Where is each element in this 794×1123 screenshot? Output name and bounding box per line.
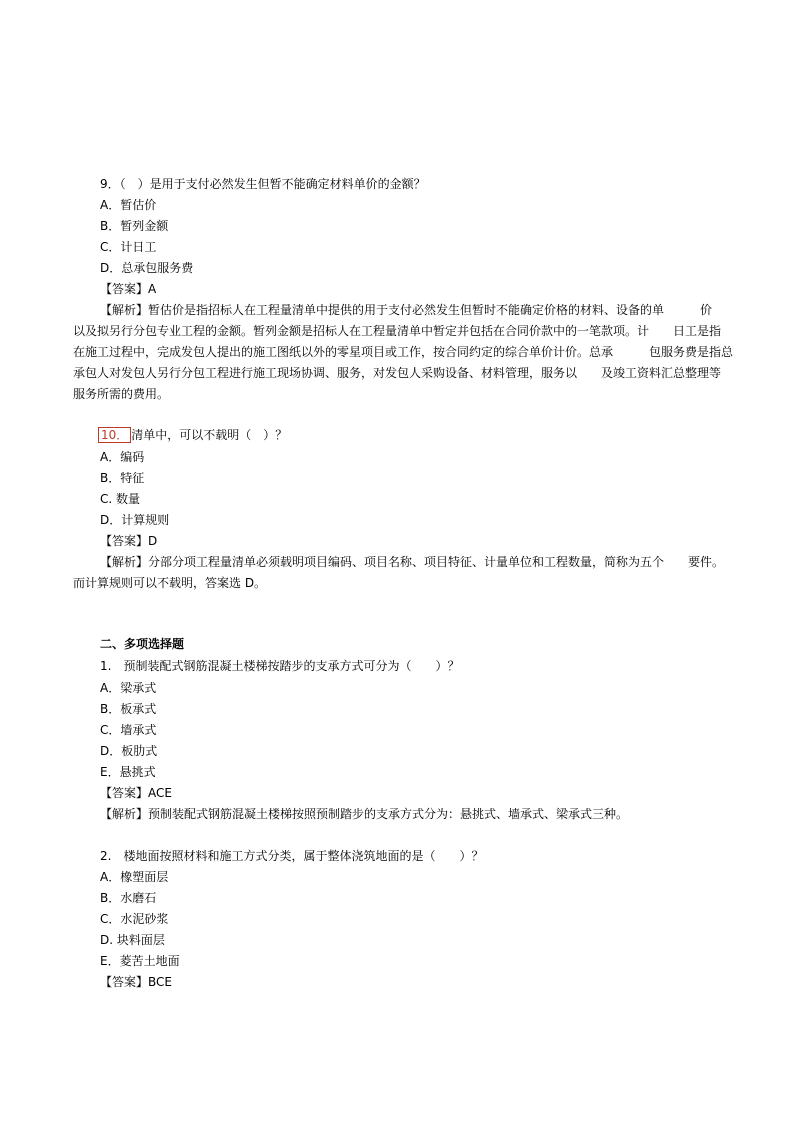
q10-number-box: 10． bbox=[98, 427, 131, 443]
m2-option-e: E．菱苦土地面 bbox=[100, 954, 180, 968]
m2-option-c: C．水泥砂浆 bbox=[100, 912, 169, 926]
m1-analysis: 【解析】预制装配式钢筋混凝土楼梯按照预制踏步的支承方式分为：悬挑式、墙承式、梁承式三种。 bbox=[100, 807, 629, 821]
m2-answer: 【答案】BCE bbox=[100, 975, 172, 989]
q10-option-d: D．计算规则 bbox=[100, 513, 170, 527]
m2-option-d: D. 块料面层 bbox=[100, 933, 165, 947]
m1-option-e: E．悬挑式 bbox=[100, 765, 156, 779]
m2-option-b: B．水磨石 bbox=[100, 891, 157, 905]
q9-option-b: B．暂列金额 bbox=[100, 219, 169, 233]
m1-option-d: D．板肋式 bbox=[100, 744, 158, 758]
m1-option-a: A．梁承式 bbox=[100, 681, 157, 695]
m1-answer: 【答案】ACE bbox=[100, 786, 172, 800]
q10-option-a: A．编码 bbox=[100, 450, 145, 464]
q9-analysis-line-1: 【解析】暂估价是指招标人在工程量清单中提供的用于支付必然发生但暂时不能确定价格的材料、设备的单 价 bbox=[100, 303, 713, 317]
q10-stem-line bbox=[98, 427, 287, 443]
q9-stem: 9．（ ）是用于支付必然发生但暂不能确定材料单价的金额？ bbox=[100, 177, 426, 191]
q9-analysis-line-3: 在施工过程中，完成发包人提出的施工图纸以外的零星项目或工作，按合同约定的综合单价计价。总承 包服务费是指总 bbox=[73, 345, 734, 359]
q10-answer: 【答案】D bbox=[100, 534, 158, 548]
m2-option-a: A．橡塑面层 bbox=[100, 870, 169, 884]
m1-stem: 1. 预制装配式钢筋混凝土楼梯按踏步的支承方式可分为（ ）？ bbox=[100, 659, 460, 673]
q9-option-c: C．计日工 bbox=[100, 240, 157, 254]
m1-option-c: C．墙承式 bbox=[100, 723, 157, 737]
q9-answer: 【答案】A bbox=[100, 282, 157, 296]
q10-analysis-line-2: 而计算规则可以不载明，答案选 D。 bbox=[73, 576, 267, 590]
q10-option-c: C. 数量 bbox=[100, 492, 141, 506]
m1-option-b: B．板承式 bbox=[100, 702, 157, 716]
q9-option-d: D．总承包服务费 bbox=[100, 261, 194, 275]
m2-stem: 2. 楼地面按照材料和施工方式分类，属于整体浇筑地面的是（ ）？ bbox=[100, 849, 484, 863]
q9-analysis-line-5: 服务所需的费用。 bbox=[73, 387, 170, 401]
q10-analysis-line-1: 【解析】分部分项工程量清单必须载明项目编码、项目名称、项目特征、计量单位和工程数量，简称为五个 要件。 bbox=[100, 555, 725, 569]
section-title: 二、多项选择题 bbox=[100, 637, 185, 651]
q9-analysis-line-2: 以及拟另行分包专业工程的金额。暂列金额是招标人在工程量清单中暂定并包括在合同价款中的一笔款项。计 日工是指 bbox=[73, 324, 722, 338]
q10-stem: 清单中，可以不载明（ ）？ bbox=[131, 428, 288, 442]
q9-analysis-line-4: 承包人对发包人另行分包工程进行施工现场协调、服务，对发包人采购设备、材料管理，服务以 及竣工资料汇总整理等 bbox=[73, 366, 722, 380]
q9-option-a: A．暂估价 bbox=[100, 198, 157, 212]
q10-option-b: B．特征 bbox=[100, 471, 145, 485]
